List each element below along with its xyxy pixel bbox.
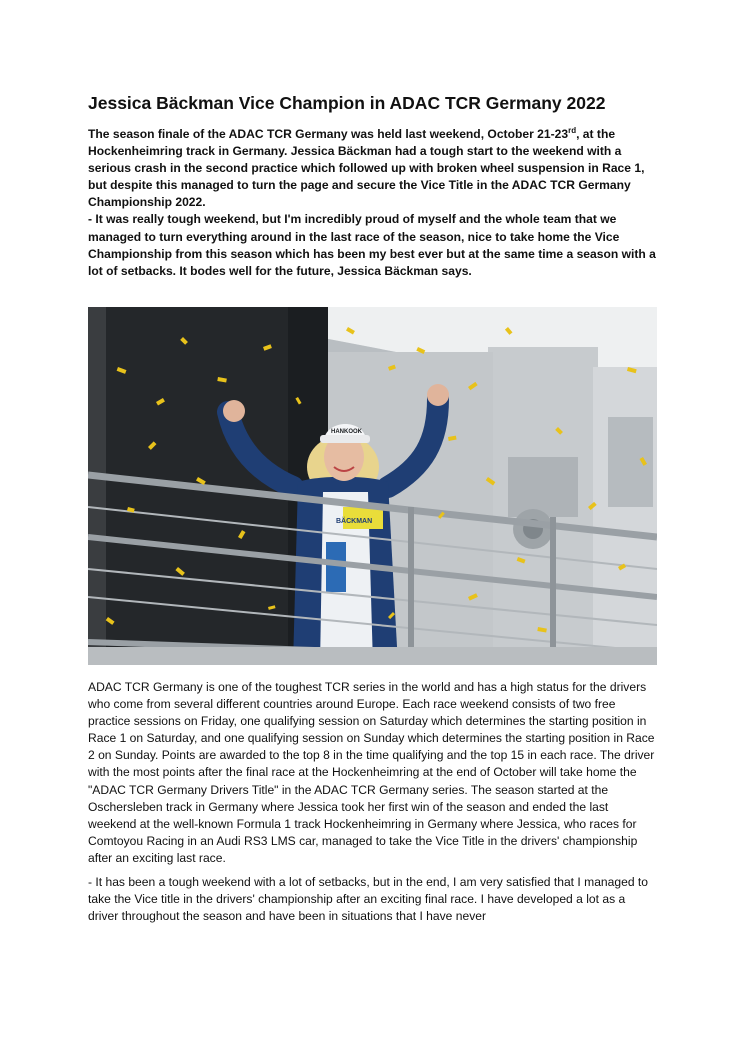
article-body [88, 679, 658, 932]
lead-text-part1: The season finale of the ADAC TCR Germany was held last weekend, October 21-23 [88, 127, 569, 141]
suit-sponsor-text: BÄCKMAN [336, 518, 373, 525]
podium-photo [88, 307, 657, 665]
lead-paragraph [88, 126, 658, 211]
lead-quote: - It was really tough weekend, but I'm incredibly proud of myself and the whole team that we managed to turn everything around in the last race of the season, nice to take home the Vice Championship from this season which has been my best ever but at the same time a season with a lot of setbacks. It bodes well for the future, Jessica Bäckman says. [88, 212, 656, 278]
article-lead [88, 126, 658, 280]
article-title: Jessica Bäckman Vice Champion in ADAC TCR Germany 2022 [88, 93, 606, 113]
cap-logo-text: HANKOOK [331, 429, 362, 435]
body-paragraph-1: ADAC TCR Germany is one of the toughest TCR series in the world and has a high status for the drivers who come from several different countries around Europe. Each race weekend consists of two free practice sessions on Friday, one qualifying session on Saturday which determines the starting position in Race 1 on Saturday, and one qualifying session on Sunday which determines the starting position in Race 2 on Sunday. Points are awarded to the top 8 in the time qualifying and the top 15 in each race. The driver with the most points after the final race at the Hockenheimring at the end of October will take home the "ADAC TCR Germany Drivers Title" in the ADAC TCR Germany series. The season started at the Oschersleben track in Germany where Jessica took her first win of the season and ended the last weekend at the well-known Formula 1 track Hockenheimring in Germany where Jessica, who races for Comtoyou Racing in an Audi RS3 LMS car, managed to take the Vice Title in the drivers' championship after an exciting last race. [88, 680, 655, 865]
lead-text-part2: , at the Hockenheimring track in Germany. Jessica Bäckman had a tough start to the weekend with a serious crash in the second practice which followed up with broken wheel suspension in Race 1, but despite this managed to turn the page and secure the Vice Title in the ADAC TCR Germany Championship 2022. [88, 127, 645, 210]
body-quote-2: - It has been a tough weekend with a lot of setbacks, but in the end, I am very satisfied that I managed to take the Vice title in the drivers' championship after an exciting final race. I have developed a lot as a driver throughout the season and have been in situations that I have never [88, 875, 649, 924]
lead-superscript: rd [568, 125, 577, 135]
